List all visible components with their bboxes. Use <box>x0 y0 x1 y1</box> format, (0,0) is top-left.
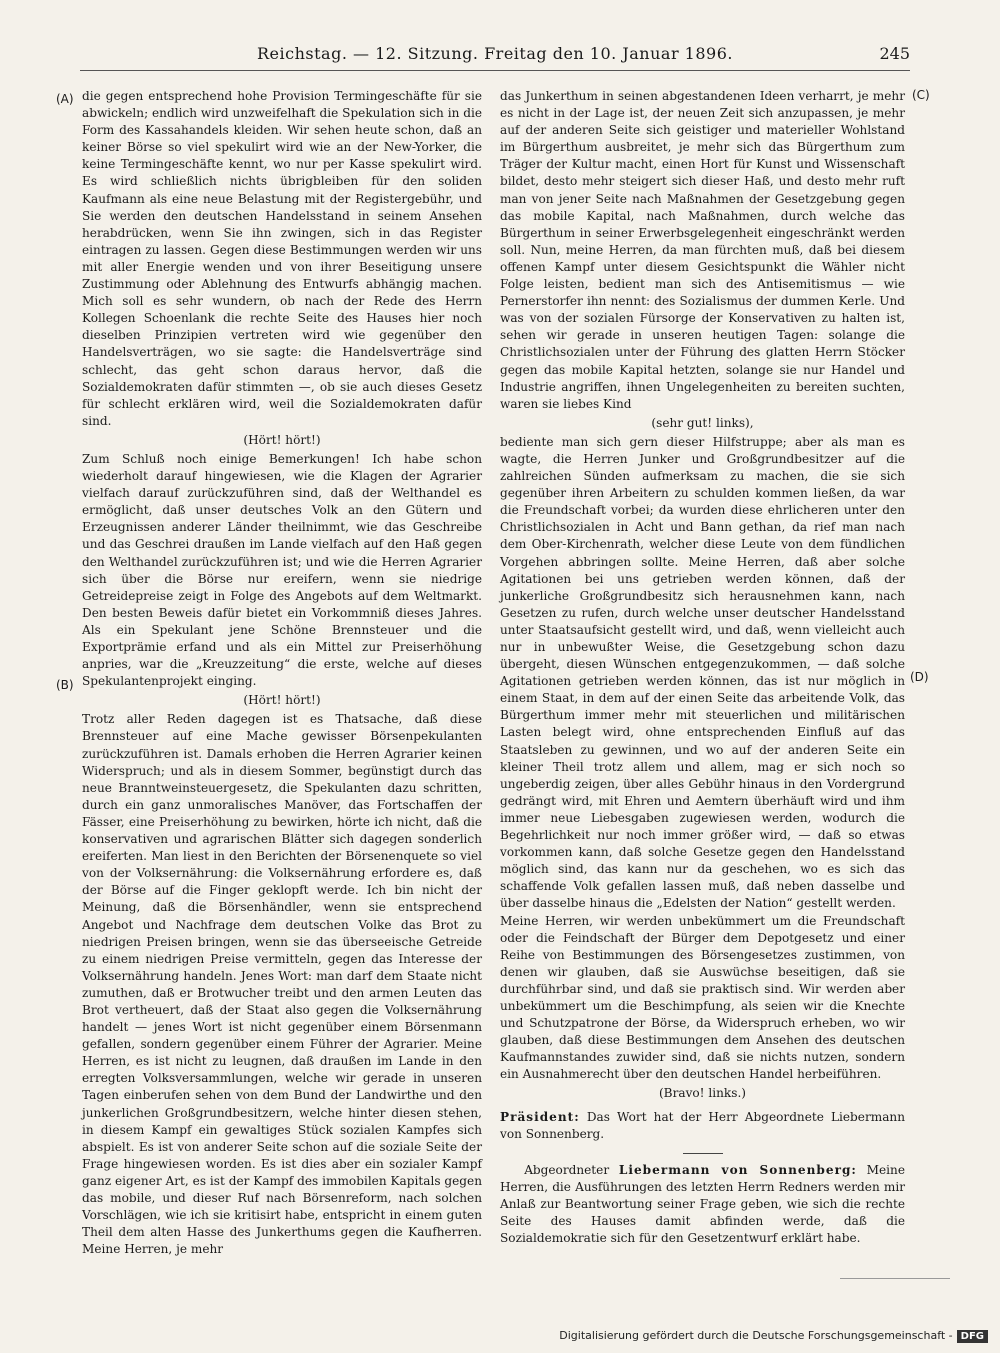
liebermann-statement <box>500 1162 905 1247</box>
president-statement <box>500 1109 905 1143</box>
dfg-logo: DFG <box>957 1330 988 1343</box>
footer <box>559 1329 988 1343</box>
margin-marker-a: (A) <box>56 92 74 106</box>
right-paragraph-2: bediente man sich gern dieser Hilfstruppe; aber als man es wagte, die Herren Junker und Großgrundbesitzer auf die zahlreichen Sünden aufmerksam zu machen, die sie sich gegenüber ihren Arbeitern zu schulden kommen ließen, da war die Freundschaft vorbei; da wurden diese ehrlicheren unter den Christlichsozialen in Acht und Bann gethan, da rief man nach dem Ober-Kirchenrath, welcher diese Leute von dem fündlichen Vorgehen abbringen sollte. Meine Herren, daß aber solche Agitationen bei uns getrieben werden können, daß der junkerliche Großgrundbesitz sich herausnehmen kann, nach Gesetzen zu rufen, durch welche unser deutscher Handelsstand unter Staatsaufsicht gestellt wird, und daß, wenn vielleicht auch nur in unbewußter Weise, die Gesetzgebung schon dazu übergeht, diesen Wünschen entgegenzukommen, — daß solche Agitationen getrieben werden können, das ist nur möglich in einem Staat, in dem auf der einen Seite das arbeitende Volk, das Bürgerthum immer mehr mit steuerlichen und militärischen Lasten belegt wird, ohne entsprechenden Einfluß auf das Staatsleben zu gewinnen, und wo auf der anderen Seite ein kleiner Theil trotz allem und allem, mag er sich noch so ungeberdig zeigen, über alles Gebühr hinaus in den Vordergrund gedrängt wird, mit Ehren und Aemtern überhäuft wird und ihm immer neue Liebesgaben zugewiesen werden, wodurch die Begehrlichkeit nur noch immer größer wird, — daß so etwas vorkommen kann, daß solche Gesetze gegen den Handelsstand möglich sind, das kann nur da geschehen, wo es sich das schaffende Volk gefallen lassen muß, daß neben dasselbe und über dasselbe hinaus die „Edelsten der Nation“ gestellt werden. <box>500 434 905 911</box>
president-text: Das Wort hat der Herr Abgeordnete Liebermann von Sonnenberg. <box>500 1109 905 1141</box>
liebermann-speaker: Liebermann von Sonnenberg: <box>618 1162 857 1177</box>
right-interjection-2: (Bravo! links.) <box>658 1086 747 1101</box>
right-interjection-1: (sehr gut! links), <box>651 415 754 430</box>
president-speaker: Präsident: <box>500 1109 580 1124</box>
margin-marker-b: (B) <box>56 678 74 692</box>
right-paragraph-1: das Junkerthum in seinen abgestandenen Ideen verharrt, je mehr es nicht in der Lage ist, der neuen Zeit sich anzupassen, je mehr auf der anderen Seite sich geistiger und materieller Wohlstand im Bürgerthum ausbreitet, je mehr sich das Bürgerthum zum Träger der Kultur macht, einen Hort für Kunst und Wissenschaft bildet, desto mehr steigert sich dieser Haß, und desto mehr ruft man von jener Seite nach Maßnahmen der Gesetzgebung gegen das mobile Kapital, nach Maßnahmen, durch welche das Bürgerthum in seiner Erwerbsgelegenheit eingeschränkt werden soll. Nun, meine Herren, da man fürchten muß, daß bei diesem offenen Kampf unter diesem Gesichtspunkt die Wähler nicht Folge leisten, bedient man sich des Antisemitismus — wie Pernerstorfer ihn nennt: des Sozialismus der dummen Kerle. Und was von der sozialen Fürsorge der Konservativen zu halten ist, sehen wir gerade in unseren heutigen Tagen: solange die Christlichsozialen unter der Führung des glatten Herrn Stöcker gegen das mobile Kapital hetzten, solange sie nur Handel und Industrie angriffen, ihnen Ungelegenheiten zu bereiten suchten, waren sie liebes Kind <box>500 89 905 411</box>
page-number: 245 <box>879 44 910 63</box>
margin-marker-c: (C) <box>912 88 930 102</box>
separator <box>683 1153 723 1154</box>
page-header <box>80 44 910 71</box>
margin-marker-d: (D) <box>910 670 929 684</box>
header-title: Reichstag. — 12. Sitzung. Freitag den 10. Januar 1896. <box>257 44 733 63</box>
left-paragraph-1: die gegen entsprechend hohe Provision Termingeschäfte für sie abwickeln; endlich wird unzweifelhaft die Spekulation sich in die Form des Kassahandels kleiden. Wir sehen heute schon, daß an keiner Börse so viel spekulirt wird wie an der New-Yorker, die keine Termingeschäfte kennt, wo nur per Kasse spekulirt wird. Es wird schließlich nichts übrigbleiben für den soliden Kaufmann als eine neue Belastung mit der Registergebühr, und Sie werden den deutschen Handelsstand in seinem Ansehen herabdrücken, wenn Sie ihn zwingen, sich in das Register eintragen zu lassen. Gegen diese Bestimmungen werden wir uns mit aller Energie wenden und von ihrer Beseitigung unsere Zustimmung oder Ablehnung des Entwurfs abhängig machen. Mich soll es sehr wundern, ob nach der Rede des Herrn Kollegen Schoenlank die rechte Seite des Hauses hier noch dieselben Prinzipien vertreten wird wie gegenüber den Handelsverträgen, wo sie sagte: die Handelsverträge sind schlecht, das geht schon daraus hervor, daß die Sozialdemokraten dafür stimmten —, ob sie auch dieses Gesetz für schlecht erklären wird, weil die Sozialdemokraten dafür sind. <box>82 89 482 428</box>
left-paragraph-3: Trotz aller Reden dagegen ist es Thatsache, daß diese Brennsteuer auf eine Mache gewisser Börsenpekulanten zurückzuführen ist. Damals erhoben die Herren Agrarier keinen Widerspruch; und als in diesem Sommer, begünstigt durch das neue Branntweinsteuergesetz, die Spekulanten dazu schritten, durch ein ganz unmoralisches Manöver, das Fortschaffen der Fässer, eine Preiserhöhung zu bewirken, hörte ich nicht, daß die konservativen und agrarischen Blätter sich dagegen sonderlich ereiferten. Man liest in den Berichten der Börsenenquete so viel von der Volksernährung: die Volksernährung erfordere es, daß der Börse auf die Finger geklopft werde. Ich bin nicht der Meinung, daß die Börsenhändler, wenn sie entsprechend Angebot und Nachfrage dem deutschen Volke das Brot zu niedrigen Preisen bringen, wenn sie das überseeische Getreide zu einem niedrigen Preise vermitteln, gegen das Interesse der Volksernährung handeln. Jenes Wort: man darf dem Staate nicht zumuthen, daß er Brotwucher treibt und den armen Leuten das Brot vertheuert, daß der Staat also gegen die Volksernährung handelt — jenes Wort ist nicht gegenüber einem Börsenmann gefallen, sondern gegenüber einem Führer der Agrarier. Meine Herren, es ist nicht zu leugnen, daß draußen im Lande in den erregten Volksversammlungen, welche wir gerade in unseren Tagen einberufen sehen von dem Bund der Landwirthe und den junkerlichen Großgrundbesitzern, welche hinter diesen stehen, in diesem Kampf ein gewaltiges Stück sozialen Kampfes sich abspielt. Es ist von anderer Seite schon auf die soziale Seite der Frage hingewiesen worden. Es ist dies aber ein sozialer Kampf ganz eigener Art, es ist der Kampf des immobilen Kapitals gegen das mobile, und dieser Ruf nach Börsenreform, nach solchen Vorschlägen, wie ich sie kritisirt habe, entspricht in einem guten Theil dem alten Hasse des Junkerthums gegen die Kaufherren. Meine Herren, je mehr <box>82 712 482 1257</box>
bottom-rule <box>840 1278 950 1279</box>
liebermann-prefix: Abgeordneter <box>524 1162 610 1177</box>
right-column <box>500 88 905 1247</box>
left-paragraph-2: Zum Schluß noch einige Bemerkungen! Ich habe schon wiederholt darauf hingewiesen, wie die Klagen der Agrarier vielfach darauf zurückzuführen sind, daß der Welthandel es ermöglicht, daß unser deutsches Volk an den Gütern und Erzeugnissen anderer Länder theilnimmt, wie das Geschreibe und das Geschrei draußen im Lande vielfach auf den Haß gegen den Welthandel zurückzuführen ist; und wie die Herren Agrarier sich über die Börse nur ereifern, wenn sie niedrige Getreidepreise zeigt in Folge des Angebots auf dem Weltmarkt. Den besten Beweis dafür bietet ein Vorkommniß dieses Jahres. Als ein Spekulant jene Schöne Brennsteuer und die Exportprämie erfand und als ein Mittel zur Preiserhöhung anpries, war die „Kreuzzeitung“ die erste, welche auf dieses Spekulantenprojekt einging. <box>82 451 482 689</box>
right-paragraph-3: Meine Herren, wir werden unbekümmert um die Freundschaft oder die Feindschaft der Bürger dem Depotgesetz und einer Reihe von Bestimmungen des Börsengesetzes zustimmen, von denen wir glauben, daß sie Auswüchse beseitigen, daß sie durchführbar sind, und daß sie praktisch sind. Wir werden aber unbekümmert um die Beschimpfung, als seien wir die Knechte und Schutzpatrone der Börse, da Widerspruch erheben, wo wir glauben, daß diese Bestimmungen dem Ansehen des deutschen Kaufmannstandes zuwider sind, daß sie nichts nutzen, sondern ein Ausnahmerecht über den deutschen Handel herbeiführen. <box>500 913 905 1082</box>
liebermann-text: Meine Herren, die Ausführungen des letzten Herrn Redners werden mir Anlaß zur Beantwortung seiner Frage geben, wie sich die rechte Seite des Hauses damit abfinden werde, daß die Sozialdemokratie sich für den Gesetzentwurf erklärt habe. <box>500 1162 905 1246</box>
left-column <box>82 88 482 1258</box>
left-interjection-1: (Hört! hört!) <box>243 432 321 447</box>
footer-text: Digitalisierung gefördert durch die Deutsche Forschungsgemeinschaft - <box>559 1329 953 1342</box>
left-interjection-2: (Hört! hört!) <box>243 693 321 708</box>
